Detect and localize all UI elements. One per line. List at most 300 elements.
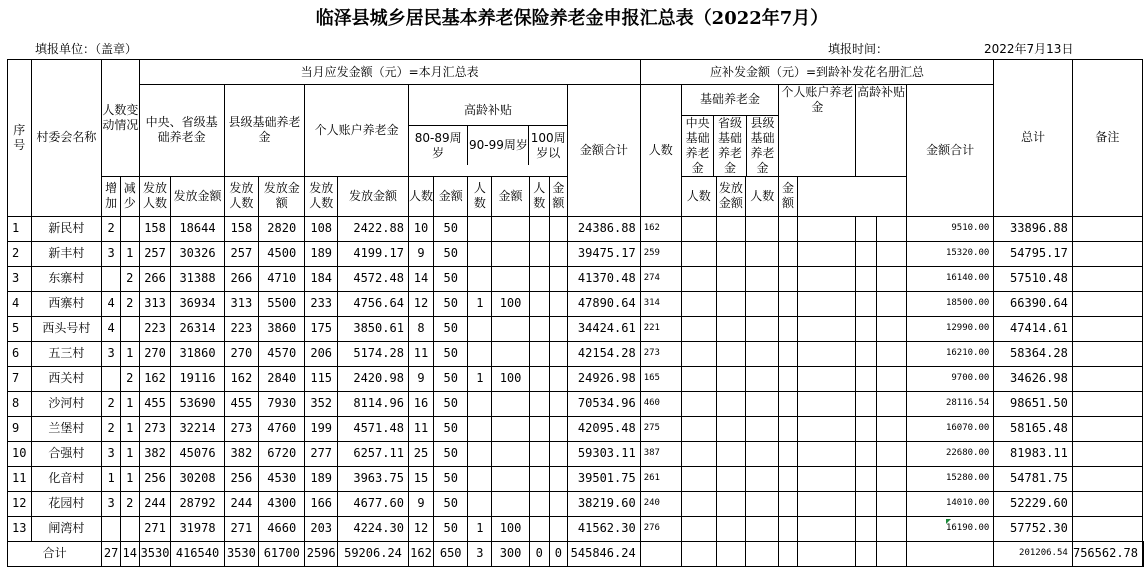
row-personal-people: 189 [305,466,338,491]
row-central-amount: 28792 [171,491,224,516]
row-supp-senior-people [856,416,877,441]
sum-p90: 3 [468,541,492,566]
row-personal-people: 203 [305,516,338,541]
row-county-people: 455 [224,391,259,416]
row-s100-people [529,516,549,541]
row-supp-people: 240 [640,491,681,516]
sum-kp: 3530 [224,541,259,566]
row-supp-county [746,291,779,316]
table-row [8,241,1144,266]
row-supp-central [681,291,716,316]
row-total-amount: 42095.48 [567,416,640,441]
header-supp-county: 县级基础养老金 [750,115,775,175]
row-remark [1072,441,1142,466]
header-s80-amount: 金额 [434,176,468,216]
row-grand-total: 58364.28 [994,341,1073,366]
row-supp-prov [716,516,745,541]
row-county-people: 266 [224,266,259,291]
row-county-amount: 2840 [259,366,305,391]
header-change-add: 增加 [102,176,121,216]
row-s80-people: 15 [408,466,433,491]
row-supp-total: 18500.00 [906,291,993,316]
row-supp-county [746,366,779,391]
header-change-sub: 减少 [120,176,139,216]
row-s100-amount [549,491,567,516]
sum-total: 545846.24 [567,541,640,566]
header-supp-basic [681,85,779,177]
row-supp-total: 16140.00 [906,266,993,291]
row-supp-personal-amount [797,316,856,341]
row-seq: 12 [8,491,32,516]
row-s80-people: 14 [408,266,433,291]
row-remark [1072,316,1142,341]
row-central-amount: 19116 [171,366,224,391]
row-s80-amount: 50 [434,416,468,441]
row-supp-people: 274 [640,266,681,291]
header-remark: 备注 [1072,60,1142,217]
row-central-amount: 36934 [171,291,224,316]
row-sub: 1 [120,341,139,366]
row-s90-people: 1 [468,291,492,316]
row-add: 3 [102,491,121,516]
row-county-people: 273 [224,416,259,441]
row-supp-personal-amount [797,241,856,266]
row-seq: 9 [8,416,32,441]
row-county-amount: 4710 [259,266,305,291]
row-supp-personal-people [779,441,797,466]
row-add: 2 [102,391,121,416]
row-county-amount: 6720 [259,441,305,466]
row-central-people: 223 [139,316,171,341]
row-s100-amount [549,441,567,466]
row-supp-personal-amount [797,366,856,391]
header-grand-total: 总计 [994,60,1073,217]
row-s80-amount: 50 [434,516,468,541]
row-total-amount: 34424.61 [567,316,640,341]
row-supp-county [746,266,779,291]
row-seq: 13 [8,516,32,541]
row-s100-people [529,216,549,241]
row-s100-amount [549,416,567,441]
row-supp-people: 275 [640,416,681,441]
row-supp-senior-amount [877,466,907,491]
row-county-people: 271 [224,516,259,541]
row-s100-amount [549,391,567,416]
row-seq: 5 [8,316,32,341]
row-village: 西关村 [31,366,102,391]
row-central-people: 271 [139,516,171,541]
row-supp-people: 460 [640,391,681,416]
row-supp-county [746,491,779,516]
row-supp-personal-amount [797,266,856,291]
row-supp-people: 162 [640,216,681,241]
row-sub: 1 [120,416,139,441]
header-s100-amount: 金额 [549,176,567,216]
row-total-amount: 39501.75 [567,466,640,491]
header-supp-senior-amount: 金额 [779,176,797,216]
row-sub: 1 [120,466,139,491]
header-supp-senior: 高龄补贴 [856,85,907,177]
row-supp-county [746,416,779,441]
sum-add: 27 [102,541,121,566]
row-supp-central [681,266,716,291]
row-total-amount: 41370.48 [567,266,640,291]
table-row [8,366,1144,391]
row-s90-amount: 100 [492,516,529,541]
fill-unit-label: 填报单位：（盖章） [35,42,138,56]
row-county-people: 382 [224,441,259,466]
row-county-people: 270 [224,341,259,366]
row-s90-people [468,416,492,441]
row-grand-total: 98651.50 [994,391,1073,416]
sum-p80: 162 [408,541,433,566]
row-supp-prov [716,241,745,266]
row-village: 西头号村 [31,316,102,341]
row-s80-amount: 50 [434,316,468,341]
table-row [8,291,1144,316]
row-s100-amount [549,366,567,391]
row-personal-amount: 4572.48 [338,266,409,291]
row-county-people: 223 [224,316,259,341]
row-add [102,516,121,541]
row-remark [1072,216,1142,241]
row-s100-people [529,366,549,391]
row-supp-prov [716,316,745,341]
row-supp-senior-amount [877,341,907,366]
header-s100-people: 人数 [529,176,549,216]
row-supp-senior-people [856,341,877,366]
row-central-people: 382 [139,441,171,466]
row-s80-people: 25 [408,441,433,466]
table-row [8,341,1144,366]
row-central-amount: 31860 [171,341,224,366]
row-sub [120,516,139,541]
row-grand-total: 66390.64 [994,291,1073,316]
row-personal-amount: 4677.60 [338,491,409,516]
row-supp-central [681,466,716,491]
row-personal-people: 184 [305,266,338,291]
header-supp-senior-people: 人数 [746,176,779,216]
row-add: 1 [102,466,121,491]
header-supp-central: 中央基础养老金 [682,115,714,176]
row-supp-personal-people [779,416,797,441]
row-supp-senior-amount [877,316,907,341]
row-add: 3 [102,341,121,366]
row-s80-people: 12 [408,516,433,541]
row-central-people: 162 [139,366,171,391]
row-s100-amount [549,266,567,291]
table-row [8,491,1144,516]
row-central-amount: 30326 [171,241,224,266]
header-village: 村委会名称 [31,60,102,217]
row-supp-total: 9510.00 [906,216,993,241]
row-grand-total: 54795.17 [994,241,1073,266]
row-sub: 2 [120,266,139,291]
row-s90-amount [492,391,529,416]
table-row [8,416,1144,441]
row-remark [1072,341,1142,366]
row-s100-people [529,316,549,341]
header-s90-amount: 金额 [492,176,529,216]
row-supp-senior-people [856,316,877,341]
row-grand-total: 58165.48 [994,416,1073,441]
row-county-people: 256 [224,466,259,491]
row-supp-senior-amount [877,416,907,441]
header-county: 县级基础养老金 [224,85,305,177]
row-s90-people [468,391,492,416]
row-supp-senior-people [856,466,877,491]
row-supp-people: 165 [640,366,681,391]
row-village: 闸湾村 [31,516,102,541]
header-county-people: 发放人数 [224,176,259,216]
sum-sub: 14 [120,541,139,566]
row-supp-personal-amount [797,216,856,241]
row-supp-senior-amount [877,266,907,291]
row-supp-personal-people [779,516,797,541]
row-s90-people [468,266,492,291]
row-supp-people: 259 [640,241,681,266]
row-remark [1072,291,1142,316]
row-supp-senior-amount [877,391,907,416]
row-supp-total: 12990.00 [906,316,993,341]
row-central-people: 257 [139,241,171,266]
row-supp-prov [716,391,745,416]
row-supp-people: 387 [640,441,681,466]
row-village: 花园村 [31,491,102,516]
row-s80-people: 9 [408,491,433,516]
row-supp-county [746,341,779,366]
row-s90-amount: 100 [492,366,529,391]
row-supp-personal-people [779,316,797,341]
row-supp-people: 261 [640,466,681,491]
row-remark [1072,366,1142,391]
row-s80-people: 16 [408,391,433,416]
row-s100-amount [549,216,567,241]
row-add: 2 [102,416,121,441]
row-supp-personal-people [779,291,797,316]
table-row [8,216,1144,241]
row-s80-amount: 50 [434,216,468,241]
row-county-amount: 4760 [259,416,305,441]
row-s90-people: 1 [468,366,492,391]
row-supp-senior-people [856,216,877,241]
row-total-amount: 38219.60 [567,491,640,516]
summary-table [7,59,1144,567]
row-supp-personal-amount [797,466,856,491]
row-sub: 2 [120,291,139,316]
row-remark [1072,241,1142,266]
fill-time-label: 填报时间： [828,42,889,56]
header-personal: 个人账户养老金 [305,85,409,177]
row-personal-people: 352 [305,391,338,416]
row-add: 4 [102,316,121,341]
row-supp-senior-people [856,266,877,291]
row-add: 2 [102,216,121,241]
row-supp-prov [716,416,745,441]
row-supp-total: 28116.54 [906,391,993,416]
row-supp-senior-people [856,441,877,466]
row-s90-people [468,341,492,366]
row-s90-people [468,241,492,266]
row-seq: 1 [8,216,32,241]
row-personal-people: 199 [305,416,338,441]
row-village: 新丰村 [31,241,102,266]
row-seq: 6 [8,341,32,366]
row-supp-personal-people [779,216,797,241]
header-county-amount: 发放金额 [259,176,305,216]
row-personal-people: 233 [305,291,338,316]
row-s90-people [468,491,492,516]
row-s90-amount [492,341,529,366]
row-county-amount: 4570 [259,341,305,366]
row-supp-personal-people [779,341,797,366]
row-supp-central [681,241,716,266]
row-supp-senior-amount [877,366,907,391]
header-central-amount: 发放金额 [171,176,224,216]
row-county-people: 313 [224,291,259,316]
row-central-people: 244 [139,491,171,516]
header-s80-people: 人数 [408,176,433,216]
header-s100: 100周岁以 [530,130,566,160]
row-supp-personal-people [779,366,797,391]
row-s90-people [468,216,492,241]
row-supp-prov [716,341,745,366]
row-add [102,366,121,391]
row-remark [1072,516,1142,541]
row-supp-central [681,391,716,416]
row-total-amount: 47890.64 [567,291,640,316]
row-seq: 8 [8,391,32,416]
row-add: 3 [102,241,121,266]
table-row [8,466,1144,491]
row-central-amount: 31978 [171,516,224,541]
row-s90-people [468,441,492,466]
row-s80-amount: 50 [434,466,468,491]
table-row [8,316,1144,341]
row-personal-amount: 4756.64 [338,291,409,316]
row-supp-central [681,216,716,241]
row-remark [1072,466,1142,491]
row-s80-amount: 50 [434,341,468,366]
row-county-amount: 4500 [259,241,305,266]
row-personal-amount: 4199.17 [338,241,409,266]
row-personal-people: 206 [305,341,338,366]
row-personal-people: 108 [305,216,338,241]
row-seq: 10 [8,441,32,466]
row-central-amount: 30208 [171,466,224,491]
row-s80-amount: 50 [434,266,468,291]
header-supp-total: 金额合计 [906,85,993,217]
header-supp-personal: 个人账户养老金 [779,85,856,177]
row-supp-total: 14010.00 [906,491,993,516]
row-county-amount: 3860 [259,316,305,341]
row-supp-senior-people [856,516,877,541]
row-supp-county [746,241,779,266]
table-row [8,391,1144,416]
row-seq: 4 [8,291,32,316]
row-grand-total: 81983.11 [994,441,1073,466]
row-supp-central [681,491,716,516]
row-county-people: 162 [224,366,259,391]
row-sub [120,316,139,341]
row-add: 4 [102,291,121,316]
row-supp-county [746,516,779,541]
header-supp-group: 应补发金额（元）=到龄补发花名册汇总 [640,60,994,85]
row-central-amount: 45076 [171,441,224,466]
row-supp-prov [716,216,745,241]
row-total-amount: 24386.88 [567,216,640,241]
header-supp-prov: 省级基础养老金 [714,115,746,176]
row-personal-amount: 2420.98 [338,366,409,391]
row-central-people: 273 [139,416,171,441]
row-s80-amount: 50 [434,391,468,416]
header-seq: 序号 [8,60,32,217]
row-personal-amount: 2422.88 [338,216,409,241]
row-s90-amount [492,441,529,466]
row-s100-amount [549,291,567,316]
row-grand-total: 52229.60 [994,491,1073,516]
row-personal-people: 189 [305,241,338,266]
row-central-people: 455 [139,391,171,416]
row-sub: 1 [120,241,139,266]
row-village: 合强村 [31,441,102,466]
row-supp-central [681,441,716,466]
row-central-amount: 53690 [171,391,224,416]
row-s90-people [468,466,492,491]
row-supp-senior-amount [877,441,907,466]
row-supp-prov [716,491,745,516]
row-supp-total: 15280.00 [906,466,993,491]
row-central-people: 266 [139,266,171,291]
row-s100-amount [549,466,567,491]
row-supp-total: 15320.00 [906,241,993,266]
sum-ca: 416540 [171,541,224,566]
row-supp-personal-people [779,241,797,266]
row-supp-personal-amount [797,516,856,541]
row-supp-central [681,366,716,391]
row-total-amount: 59303.11 [567,441,640,466]
row-s90-amount [492,416,529,441]
sum-pp: 2596 [305,541,338,566]
row-total-amount: 24926.98 [567,366,640,391]
row-county-people: 257 [224,241,259,266]
row-seq: 2 [8,241,32,266]
row-supp-prov [716,266,745,291]
row-supp-personal-people [779,266,797,291]
sum-cp: 3530 [139,541,171,566]
row-s80-people: 8 [408,316,433,341]
row-sub: 1 [120,391,139,416]
row-county-people: 158 [224,216,259,241]
row-supp-personal-people [779,491,797,516]
row-personal-amount: 4571.48 [338,416,409,441]
row-village: 西寨村 [31,291,102,316]
row-supp-personal-amount [797,441,856,466]
row-personal-people: 166 [305,491,338,516]
row-village: 兰堡村 [31,416,102,441]
row-personal-amount: 5174.28 [338,341,409,366]
row-s80-amount: 50 [434,491,468,516]
row-s90-amount [492,491,529,516]
row-personal-amount: 3963.75 [338,466,409,491]
row-s80-people: 12 [408,291,433,316]
row-sub [120,216,139,241]
row-s100-amount [549,341,567,366]
row-total-amount: 41562.30 [567,516,640,541]
row-supp-total: 9700.00 [906,366,993,391]
row-central-people: 270 [139,341,171,366]
row-county-amount: 5500 [259,291,305,316]
